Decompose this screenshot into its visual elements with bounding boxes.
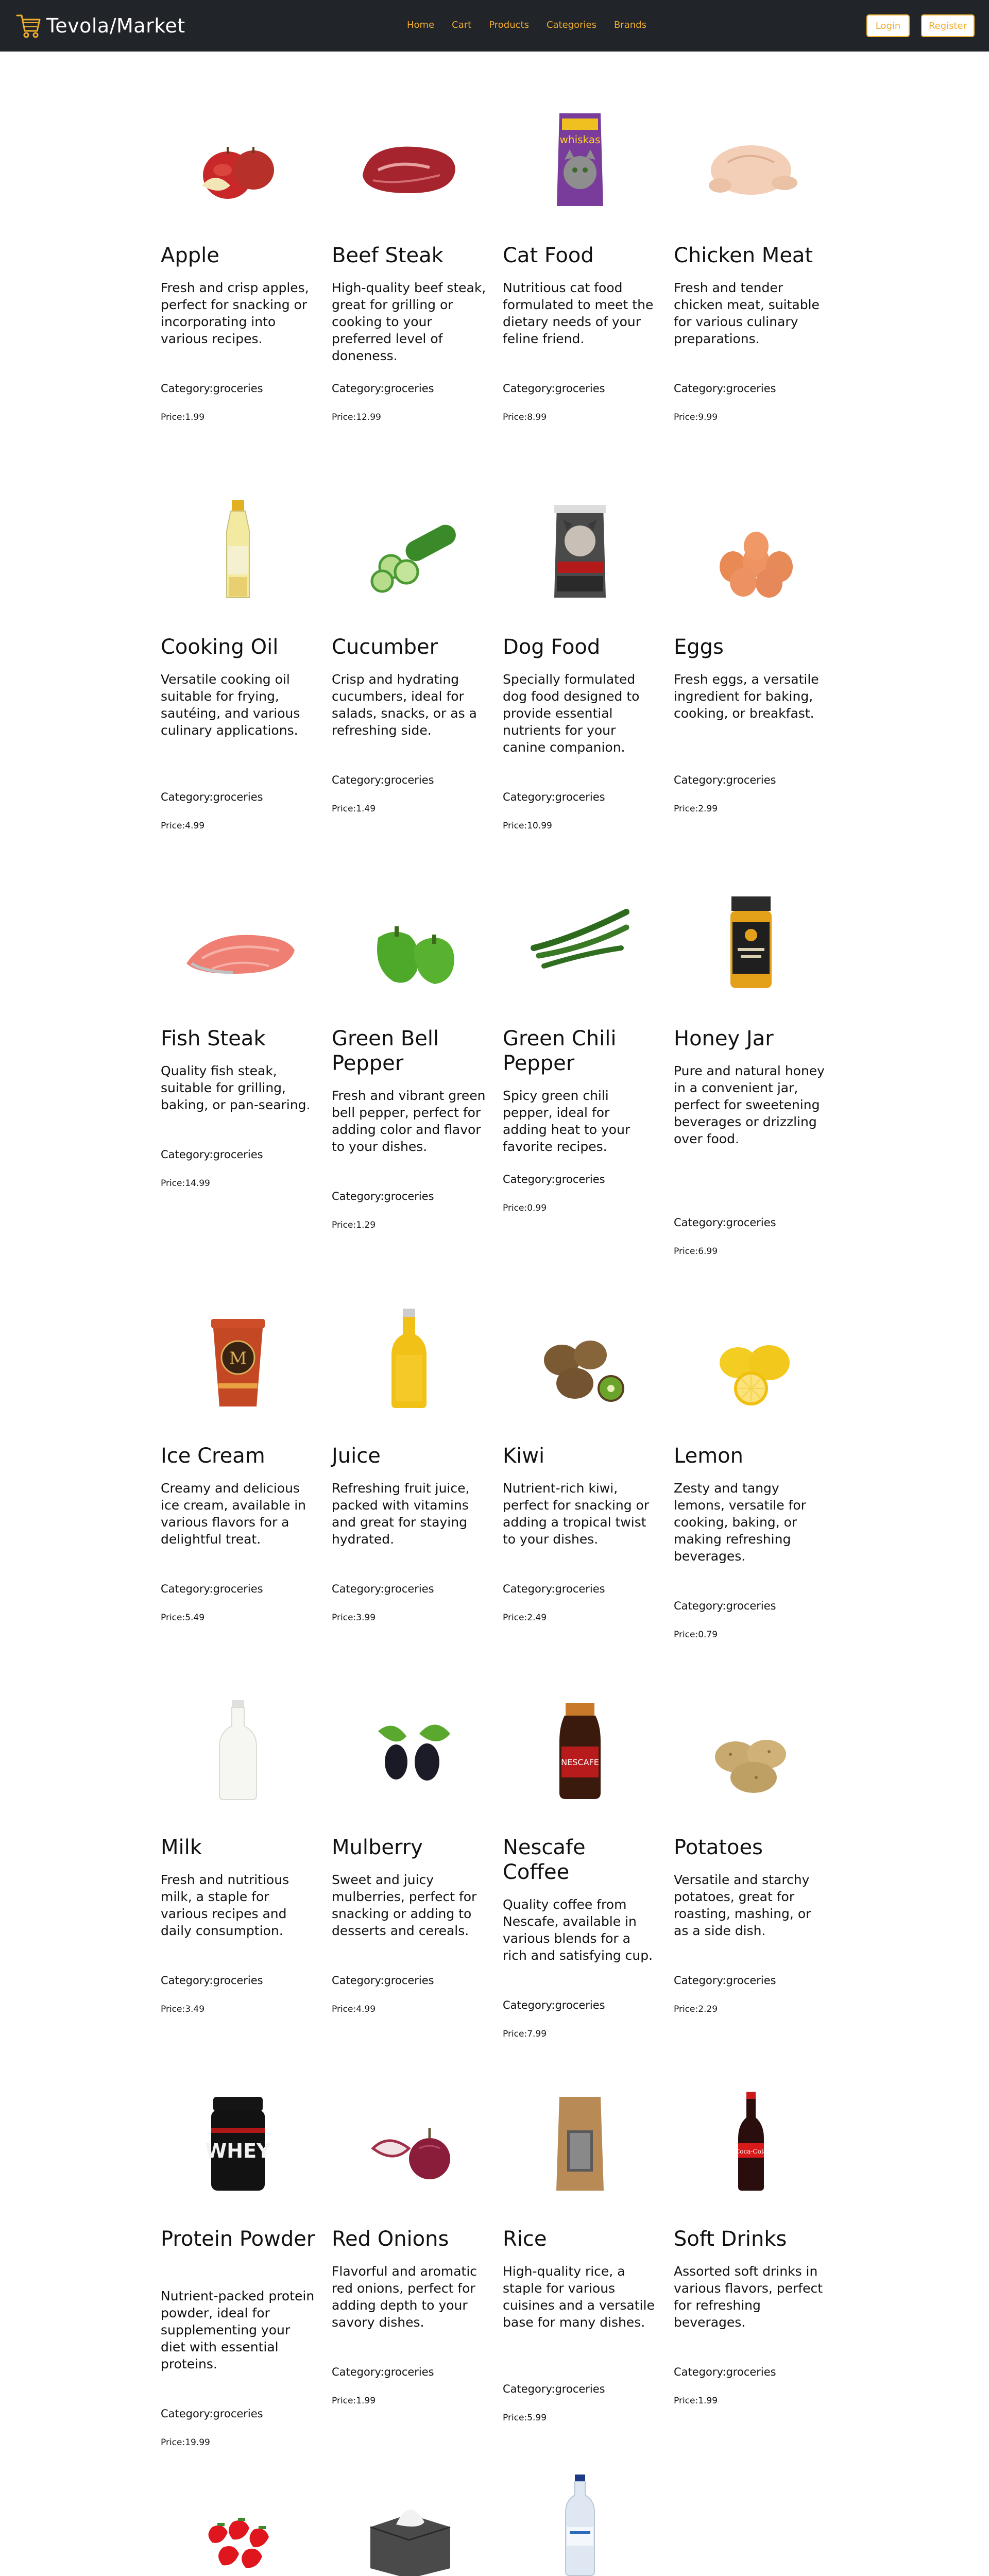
product-category: Category:groceries: [332, 2366, 434, 2378]
protein-powder-icon: [171, 2081, 305, 2205]
product-description: Pure and natural honey in a convenient jar, perfect for sweetening beverages or drizzling over food.: [674, 1063, 825, 1146]
product-image[interactable]: [503, 876, 657, 1010]
fish-steak-icon: [171, 881, 305, 1005]
chili-pepper-icon: [513, 881, 647, 1005]
product-description: Zesty and tangy lemons, versatile for cooking, baking, or making refreshing beverages.: [674, 1481, 806, 1564]
svg-text:NESCAFE: NESCAFE: [561, 1757, 599, 1767]
nav-categories[interactable]: Categories: [546, 20, 596, 30]
product-image[interactable]: [503, 1293, 657, 1427]
product-price: Price:19.99: [161, 2437, 210, 2448]
product-description: Fresh and nutritious milk, a staple for various recipes and daily consumption.: [161, 1872, 289, 1938]
product-category: Category:groceries: [503, 2383, 605, 2395]
login-button[interactable]: Login: [866, 14, 910, 37]
product-title[interactable]: Cooking Oil: [161, 635, 279, 659]
product-title[interactable]: Red Onions: [332, 2227, 449, 2251]
product-description: Quality coffee from Nescafe, available in various blends for a rich and satisfying cup.: [503, 1897, 653, 1963]
product-image[interactable]: [503, 93, 657, 227]
product-title[interactable]: Milk: [161, 1836, 202, 1859]
brand[interactable]: [15, 11, 185, 40]
product-image[interactable]: [161, 93, 315, 227]
product-category: Category:groceries: [161, 382, 263, 395]
product-category: Category:groceries: [674, 1974, 776, 1987]
product-title[interactable]: Cucumber: [332, 635, 438, 659]
product-image[interactable]: [332, 2460, 486, 2576]
product-description: Refreshing fruit juice, packed with vitamins and great for staying hydrated.: [332, 1481, 470, 1547]
nav-brands[interactable]: Brands: [613, 20, 646, 30]
product-price: Price:5.49: [161, 1613, 205, 1623]
product-price: Price:1.99: [161, 412, 205, 422]
product-image[interactable]: [161, 1685, 315, 1819]
product-price: Price:1.29: [332, 1220, 376, 1230]
product-image[interactable]: [161, 484, 315, 618]
product-category: Category:groceries: [503, 382, 605, 395]
honey-jar-icon: [684, 881, 818, 1005]
nav-links: [407, 20, 664, 30]
product-image[interactable]: [674, 876, 828, 1010]
apple-icon: [171, 98, 305, 222]
product-title[interactable]: Dog Food: [503, 635, 601, 659]
product-image[interactable]: [161, 1293, 315, 1427]
product-image[interactable]: [503, 2460, 657, 2576]
eggs-icon: [684, 489, 818, 613]
product-category: Category:groceries: [332, 382, 434, 395]
product-category: Category:groceries: [332, 1974, 434, 1987]
juice-icon: [342, 1298, 476, 1422]
product-image[interactable]: [332, 1685, 486, 1819]
product-image[interactable]: [674, 2076, 828, 2210]
brand-name: Tevola/Market: [46, 14, 185, 37]
product-category: Category:groceries: [161, 791, 263, 803]
product-title[interactable]: Green Bell Pepper: [332, 1027, 439, 1075]
shopping-cart-icon: [15, 11, 41, 40]
svg-text:whiskas: whiskas: [559, 133, 601, 146]
product-description: Fresh and crisp apples, perfect for snacking or incorporating into various recipes.: [161, 280, 309, 346]
product-image[interactable]: [332, 484, 486, 618]
product-description: Fresh eggs, a versatile ingredient for baking, cooking, or breakfast.: [674, 672, 819, 721]
product-category: Category:groceries: [161, 2408, 263, 2420]
product-title[interactable]: Potatoes: [674, 1836, 763, 1859]
product-image[interactable]: [674, 1685, 828, 1819]
product-price: Price:12.99: [332, 412, 381, 422]
product-image[interactable]: [332, 93, 486, 227]
cooking-oil-icon: [171, 489, 305, 613]
beef-steak-icon: [342, 98, 476, 222]
product-description: Quality fish steak, suitable for grilling, baking, or pan-searing.: [161, 1063, 311, 1112]
product-price: Price:8.99: [503, 412, 547, 422]
chicken-icon: [684, 98, 818, 222]
lemon-icon: [684, 1298, 818, 1422]
product-title[interactable]: Lemon: [674, 1444, 743, 1468]
ice-cream-icon: [171, 1298, 305, 1422]
product-description: High-quality rice, a staple for various cuisines and a versatile base for many dishes.: [503, 2264, 655, 2330]
product-description: Fresh and tender chicken meat, suitable for various culinary preparations.: [674, 280, 820, 346]
product-description: Assorted soft drinks in various flavors, perfect for refreshing beverages.: [674, 2264, 823, 2330]
product-title[interactable]: Ice Cream: [161, 1444, 265, 1468]
product-description: Specially formulated dog food designed to provide essential nutrients for your canine companion.: [503, 672, 640, 755]
nav-cart[interactable]: Cart: [452, 20, 472, 30]
svg-text:M: M: [229, 1348, 247, 1369]
product-title[interactable]: Beef Steak: [332, 244, 444, 267]
nav-products[interactable]: Products: [489, 20, 529, 30]
product-price: Price:7.99: [503, 2029, 547, 2039]
product-description: Nutrient-packed protein powder, ideal for supplementing your diet with essential proteins.: [161, 2289, 315, 2371]
product-price: Price:0.79: [674, 1630, 718, 1640]
product-description: Flavorful and aromatic red onions, perfect for adding depth to your savory dishes.: [332, 2264, 478, 2330]
product-category: Category:groceries: [674, 1600, 776, 1612]
product-category: Category:groceries: [674, 382, 776, 395]
product-price: Price:1.99: [674, 2396, 718, 2406]
navbar: [0, 0, 989, 52]
product-title[interactable]: Chicken Meat: [674, 244, 813, 267]
product-title[interactable]: Soft Drinks: [674, 2227, 787, 2251]
product-price: Price:1.49: [332, 804, 376, 814]
rice-bag-icon: [513, 2081, 647, 2205]
product-title[interactable]: Protein Powder: [161, 2227, 315, 2251]
product-price: Price:9.99: [674, 412, 718, 422]
product-description: Creamy and delicious ice cream, available in various flavors for a delightful treat.: [161, 1481, 306, 1547]
product-title[interactable]: Juice: [332, 1444, 381, 1468]
mulberry-icon: [342, 1690, 476, 1814]
product-category: Category:groceries: [674, 2366, 776, 2378]
product-category: Category:groceries: [503, 791, 605, 803]
product-category: Category:groceries: [161, 1583, 263, 1595]
product-image[interactable]: [674, 484, 828, 618]
product-description: High-quality beef steak, great for grilling or cooking to your preferred level of doneness.: [332, 280, 486, 363]
soda-bottle-icon: [684, 2081, 818, 2205]
bell-pepper-icon: [342, 881, 476, 1005]
register-button[interactable]: Register: [921, 14, 975, 37]
product-title[interactable]: Apple: [161, 244, 219, 267]
product-image[interactable]: [332, 876, 486, 1010]
dog-food-icon: [513, 489, 647, 613]
product-title[interactable]: Kiwi: [503, 1444, 545, 1468]
product-image[interactable]: [332, 2076, 486, 2210]
product-category: Category:groceries: [674, 1216, 776, 1229]
product-price: Price:3.49: [161, 2004, 205, 2014]
product-title[interactable]: Nescafe Coffee: [503, 1836, 586, 1884]
product-image[interactable]: [674, 1293, 828, 1427]
milk-icon: [171, 1690, 305, 1814]
product-title[interactable]: Rice: [503, 2227, 547, 2251]
product-price: Price:0.99: [503, 1203, 547, 1213]
product-category: Category:groceries: [503, 1583, 605, 1595]
product-title[interactable]: Cat Food: [503, 244, 594, 267]
product-price: Price:2.49: [503, 1613, 547, 1623]
product-category: Category:groceries: [161, 1148, 263, 1161]
product-category: Category:groceries: [332, 1583, 434, 1595]
red-onion-icon: [342, 2081, 476, 2205]
nav-home[interactable]: Home: [407, 20, 435, 30]
svg-text:WHEY: WHEY: [205, 2140, 271, 2162]
cucumber-icon: [342, 489, 476, 613]
product-price: Price:3.99: [332, 1613, 376, 1623]
potatoes-icon: [684, 1690, 818, 1814]
product-image[interactable]: [503, 1685, 657, 1819]
product-description: Nutrient-rich kiwi, perfect for snacking or adding a tropical twist to your dishes.: [503, 1481, 650, 1547]
product-image[interactable]: [503, 484, 657, 618]
product-category: Category:groceries: [503, 1173, 605, 1185]
cat-food-icon: [513, 98, 647, 222]
tissue-box-icon: [342, 2465, 476, 2576]
product-price: Price:2.29: [674, 2004, 718, 2014]
svg-text:Coca-Cola: Coca-Cola: [735, 2148, 767, 2155]
product-price: Price:4.99: [332, 2004, 376, 2014]
product-image[interactable]: [674, 93, 828, 227]
product-description: Versatile and starchy potatoes, great for roasting, mashing, or as a side dish.: [674, 1872, 811, 1938]
product-price: Price:1.99: [332, 2396, 376, 2406]
product-category: Category:groceries: [161, 1974, 263, 1987]
product-description: Crisp and hydrating cucumbers, ideal for salads, snacks, or as a refreshing side.: [332, 672, 477, 738]
product-description: Sweet and juicy mulberries, perfect for snacking or adding to desserts and cereals.: [332, 1872, 477, 1938]
product-description: Versatile cooking oil suitable for frying, sautéing, and various culinary applications.: [161, 672, 300, 738]
product-title[interactable]: Green Chili Pepper: [503, 1027, 617, 1075]
product-price: Price:2.99: [674, 804, 718, 814]
product-price: Price:5.99: [503, 2413, 547, 2423]
coffee-jar-icon: [513, 1690, 647, 1814]
strawberry-icon: [171, 2465, 305, 2576]
product-category: Category:groceries: [674, 774, 776, 786]
water-bottle-icon: [513, 2465, 647, 2576]
product-image[interactable]: [161, 2460, 315, 2576]
product-title[interactable]: Fish Steak: [161, 1027, 266, 1050]
product-description: Nutritious cat food formulated to meet the dietary needs of your feline friend.: [503, 280, 654, 346]
product-description: Fresh and vibrant green bell pepper, perfect for adding color and flavor to your dishes.: [332, 1088, 486, 1154]
product-title[interactable]: Eggs: [674, 635, 724, 659]
product-image[interactable]: [332, 1293, 486, 1427]
product-title[interactable]: Honey Jar: [674, 1027, 774, 1050]
product-category: Category:groceries: [332, 1190, 434, 1202]
product-price: Price:4.99: [161, 821, 205, 831]
product-price: Price:10.99: [503, 821, 552, 831]
product-title[interactable]: Mulberry: [332, 1836, 423, 1859]
product-category: Category:groceries: [503, 1999, 605, 2011]
product-image[interactable]: [161, 2076, 315, 2210]
product-price: Price:14.99: [161, 1178, 210, 1189]
auth-buttons: [866, 14, 975, 37]
product-price: Price:6.99: [674, 1246, 718, 1257]
product-image[interactable]: [503, 2076, 657, 2210]
product-category: Category:groceries: [332, 774, 434, 786]
product-image[interactable]: [161, 876, 315, 1010]
kiwi-icon: [513, 1298, 647, 1422]
product-description: Spicy green chili pepper, ideal for adding heat to your favorite recipes.: [503, 1088, 630, 1154]
